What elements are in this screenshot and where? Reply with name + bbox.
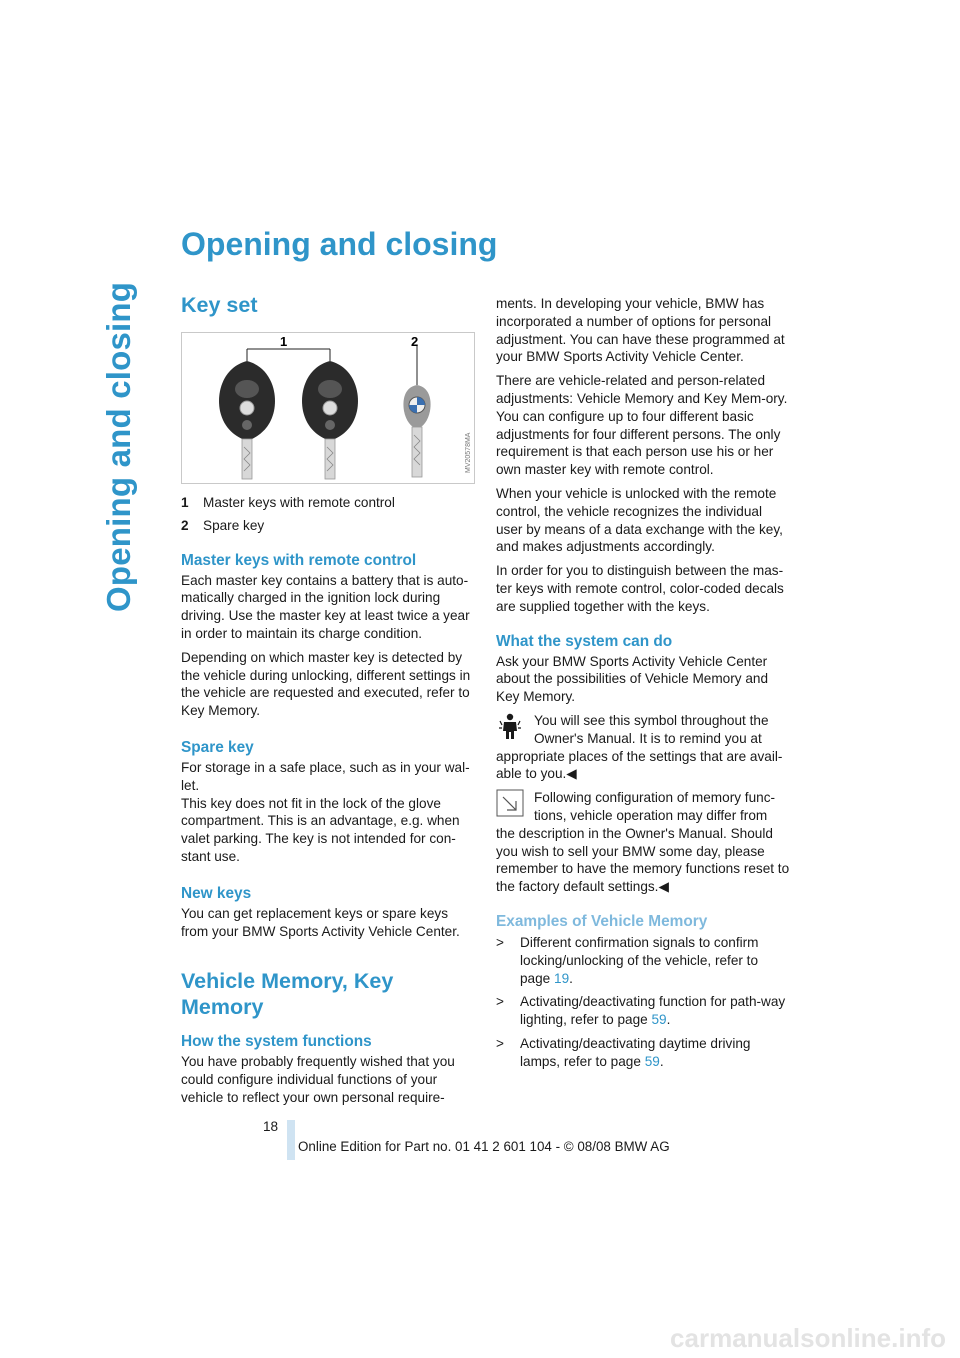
vehicle-memory-heading: Vehicle Memory, Key Memory xyxy=(181,969,394,1020)
list-item xyxy=(496,1035,792,1071)
legend-num: 1 xyxy=(181,495,189,510)
end-mark-icon: ◀ xyxy=(566,766,577,782)
page-link[interactable]: 19 xyxy=(554,970,570,986)
recognition-paragraph: When your vehicle is unlocked with the remote control, the vehicle recognizes the individual user by means of a data exchange with the key, and makes adjustments accordingly. xyxy=(496,485,783,555)
legend-text: Master keys with remote control xyxy=(203,495,395,510)
side-tab xyxy=(96,232,156,612)
list-item xyxy=(496,934,792,987)
figure-legend xyxy=(181,494,477,535)
list-item xyxy=(496,993,792,1029)
end-mark-icon: ◀ xyxy=(658,879,669,895)
right-column xyxy=(496,295,792,1070)
note-text-rest: the description in the Owner's Manual. Should you wish to sell your BMW some day, please remember to have the memory functions reset to the factory default settings.◀ xyxy=(496,825,790,895)
master-keys-paragraph-1: Each master key contains a battery that is auto-matically charged in the ignition lock during driving. Use the master key at least twice a year in order to maintain its charge condition. xyxy=(181,572,470,641)
master-key-2-graphic xyxy=(302,361,358,479)
page-link[interactable]: 59 xyxy=(651,1012,667,1028)
adjustments-paragraph: There are vehicle-related and person-related adjustments: Vehicle Memory and Key Mem-ory. You can configure up to four different basic adjustments for four different persons. The only requirement is that each person use his or her own master key with remote control. xyxy=(496,373,788,478)
list-item-text: Activating/deactivating function for path-way lighting, refer to page 59. xyxy=(520,994,786,1028)
legend-text: Spare key xyxy=(203,517,265,533)
legend-item-2 xyxy=(181,517,477,535)
list-item-text: Different confirmation signals to confirm locking/unlocking of the vehicle, refer to page 19. xyxy=(520,934,759,986)
watermark: carmanualsonline.info xyxy=(670,1323,946,1353)
page-number: 18 xyxy=(263,1119,279,1134)
legend-num: 2 xyxy=(181,517,189,533)
spare-key-heading: Spare key xyxy=(181,738,254,756)
figure-code: MV20578MA xyxy=(465,432,472,473)
master-keys-heading: Master keys with remote control xyxy=(181,551,417,569)
page-link[interactable]: 59 xyxy=(644,1053,660,1069)
keys-illustration xyxy=(182,333,475,484)
memory-symbol-paragraph xyxy=(496,712,792,783)
examples-heading: Examples of Vehicle Memory xyxy=(496,912,708,930)
key-set-figure xyxy=(181,332,475,484)
footer-bar xyxy=(287,1120,295,1160)
bullet-mark: > xyxy=(496,994,504,1010)
how-system-functions-paragraph: You have probably frequently wished that you could configure individual functions of your vehicle to reflect your own personal require- xyxy=(181,1054,455,1105)
list-item-text: Activating/deactivating daytime driving lamps, refer to page 59. xyxy=(520,1035,751,1069)
master-key-1-graphic xyxy=(219,361,275,479)
figure-label-2: 2 xyxy=(411,334,419,349)
spare-key-paragraph-2: This key does not fit in the lock of the glove compartment. This is an advantage, e.g. when valet parking. The key is not intended for con-stant use. xyxy=(181,795,460,864)
how-system-functions-heading: How the system functions xyxy=(181,1033,372,1051)
figure-label-1: 1 xyxy=(280,334,288,349)
spare-key-graphic xyxy=(403,385,430,477)
what-system-can-do-heading: What the system can do xyxy=(496,632,673,650)
key-set-heading: Key set xyxy=(181,293,258,317)
decals-paragraph: In order for you to distinguish between the mas-ter keys with remote control, color-coded decals are supplied together with the keys. xyxy=(496,563,784,614)
spare-key-paragraph-1: For storage in a safe place, such as in your wal-let. xyxy=(181,759,470,793)
page-title: Opening and closing xyxy=(181,226,498,262)
note-text-first: Following configuration of memory func-tions, vehicle operation may differ from xyxy=(534,790,776,823)
edition-footer: Online Edition for Part no. 01 41 2 601 104 - © 08/08 BMW AG xyxy=(298,1139,670,1154)
left-column xyxy=(181,292,477,1107)
side-tab-label: Opening and closing xyxy=(100,281,137,612)
note-paragraph xyxy=(496,789,792,896)
new-keys-paragraph: You can get replacement keys or spare keys from your BMW Sports Activity Vehicle Center. xyxy=(181,905,460,939)
master-keys-paragraph-2: Depending on which master key is detected by the vehicle during unlocking, different settings in the vehicle are requested and executed, refer to Key Memory. xyxy=(181,649,471,719)
bullet-mark: > xyxy=(496,1035,504,1051)
how-continued-paragraph: ments. In developing your vehicle, BMW has incorporated a number of options for personal adjustment. You can have these programmed at your BMW Sports Activity Vehicle Center. xyxy=(496,296,785,365)
memory-symbol-text-rest: appropriate places of the settings that are avail-able to you.◀ xyxy=(496,748,783,782)
bullet-mark: > xyxy=(496,934,504,950)
note-arrow-icon xyxy=(496,789,524,815)
new-keys-heading: New keys xyxy=(181,884,252,902)
person-memory-icon xyxy=(496,712,524,738)
what-system-can-do-paragraph: Ask your BMW Sports Activity Vehicle Center about the possibilities of Vehicle Memory and Key Memory. xyxy=(496,653,769,705)
examples-list xyxy=(496,934,792,1071)
memory-symbol-text-first: You will see this symbol throughout the Owner's Manual. It is to remind you at xyxy=(534,712,769,746)
legend-item-1 xyxy=(181,494,477,512)
